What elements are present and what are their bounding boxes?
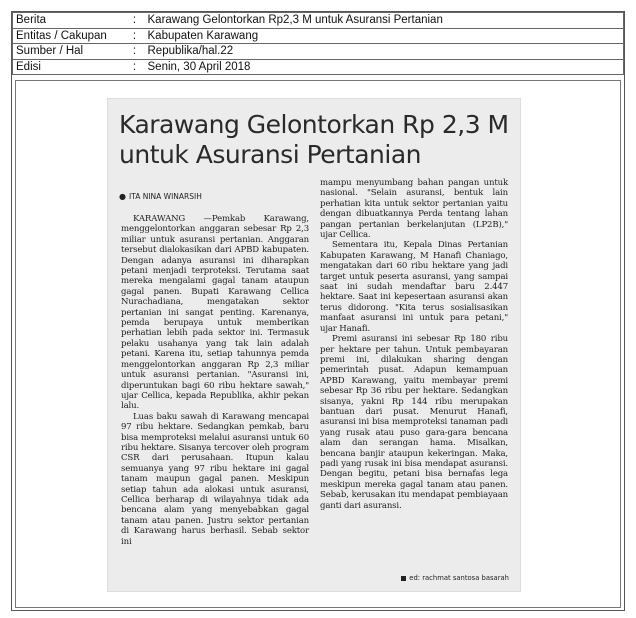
metadata-table (12, 12, 624, 75)
editor-name: ed: rachmat santosa basarah (409, 574, 509, 582)
meta-value: Senin, 30 April 2018 (145, 59, 624, 75)
meta-row-entitas (13, 28, 624, 44)
article-column-right (320, 178, 508, 511)
bullet-icon: ● (119, 192, 126, 201)
article-paragraph: Premi asuransi ini sebesar Rp 180 ribu per hektare per tahun. Untuk pembayaran premi ini, dilakukan sharing dengan pemerintah pusat. Adapun kemampuan APBD Karawang, yaitu membayar premi sebesar Rp 36 ribu per hektare. Sedangkan sisanya, yakni Rp 144 ribu merupakan bantuan dari pusat. Menurut Hanafi, asuransi ini bisa memproteksi tanaman padi yang rusak atau puso gara-gara bencana alam dan serangan hama. Misalkan, bencana banjir ataupun kekeringan. Maka, padi yang rusak ini bisa mendapat asuransi. Dengan begitu, petani bisa bernafas lega meskipun mereka gagal tanam atau panen. Sebab, kerusakan itu mendapat pembiayaan ganti dari asuransi. (320, 334, 508, 511)
article-paragraph: Sementara itu, Kepala Dinas Pertanian Kabupaten Karawang, M Hanafi Chaniago, mengatakan dari 60 ribu hektare yang jadi target untuk peserta asuransi, yang sampai saat ini sudah mendaftar baru 2.447 hektare. Saat ini kepesertaan asuransi akan terus didorong. "Kita terus sosialisasikan manfaat asuransi ini untuk para petani," ujar Hanafi. (320, 240, 508, 334)
article-paragraph: Luas baku sawah di Karawang mencapai 97 ribu hektare. Sedangkan pemkab, baru bisa memproteksi melalui asuransi untuk 60 ribu hektare. Sisanya tercover oleh program CSR dari perusahaan. Itupun kalau semuanya yang 97 ribu hektare ini gagal tanam maupun gagal panen. Meskipun setiap tahun ada alokasi untuk asuransi, Cellica berharap di wilayahnya tidak ada bencana alam yang menyebabkan gagal tanam atau panen. Justru sektor pertanian di Karawang harus berhasil. Sebab sektor ini (121, 411, 309, 547)
meta-separator: : (125, 59, 145, 75)
meta-separator: : (125, 13, 145, 29)
meta-row-berita (13, 13, 624, 29)
meta-key: Entitas / Cakupan (13, 28, 125, 44)
newspaper-clipping (107, 98, 521, 592)
square-bullet-icon (401, 576, 406, 581)
article-paragraph: KARAWANG —Pemkab Karawang, menggelontorkan anggaran sebesar Rp 2,3 miliar untuk asuransi pertanian. Anggaran tersebut dialokasikan dari APBD kabupaten. Dengan adanya asuransi ini diharapkan petani menjadi terproteksi. Terutama saat mereka mengalami gagal tanam ataupun gagal panen. Bupati Karawang Cellica Nurachadiana, mengatakan sektor pertanian ini sangat penting. Karenanya, pemda berupaya untuk memberikan perhatian lebih pada sektor ini. Termasuk pelaku usahanya yang tak lain adalah petani. Karena itu, setiap tahunnya pemda menggelontorkan anggaran Rp 2,3 miliar untuk asuransi pertanian. "Asuransi ini, diperuntukan bagi 60 ribu hektare sawah," ujar Cellica, kepada Republika, akhir pekan lalu. (121, 214, 309, 412)
meta-separator: : (125, 28, 145, 44)
meta-row-edisi (13, 59, 624, 75)
meta-key: Berita (13, 13, 125, 29)
meta-value: Republika/hal.22 (145, 44, 624, 60)
meta-value: Karawang Gelontorkan Rp2,3 M untuk Asuransi Pertanian (145, 13, 624, 29)
meta-row-sumber (13, 44, 624, 60)
meta-key: Sumber / Hal (13, 44, 125, 60)
editor-credit (401, 574, 509, 582)
meta-separator: : (125, 44, 145, 60)
article-byline (119, 192, 202, 201)
article-headline: Karawang Gelontorkan Rp 2,3 M untuk Asuransi Pertanian (119, 110, 509, 169)
meta-value: Kabupaten Karawang (145, 28, 624, 44)
article-paragraph: mampu menyumbang bahan pangan untuk nasional. "Selain asuransi, bentuk lain perhatian kita untuk sektor pertanian yaitu dengan dibuatkannya Perda tentang lahan pangan pertanian berkelanjutan (LP2B)," ujar Cellica. (320, 178, 508, 241)
byline-author: ITA NINA WINARSIH (128, 192, 202, 201)
meta-key: Edisi (13, 59, 125, 75)
article-column-left (121, 214, 309, 547)
